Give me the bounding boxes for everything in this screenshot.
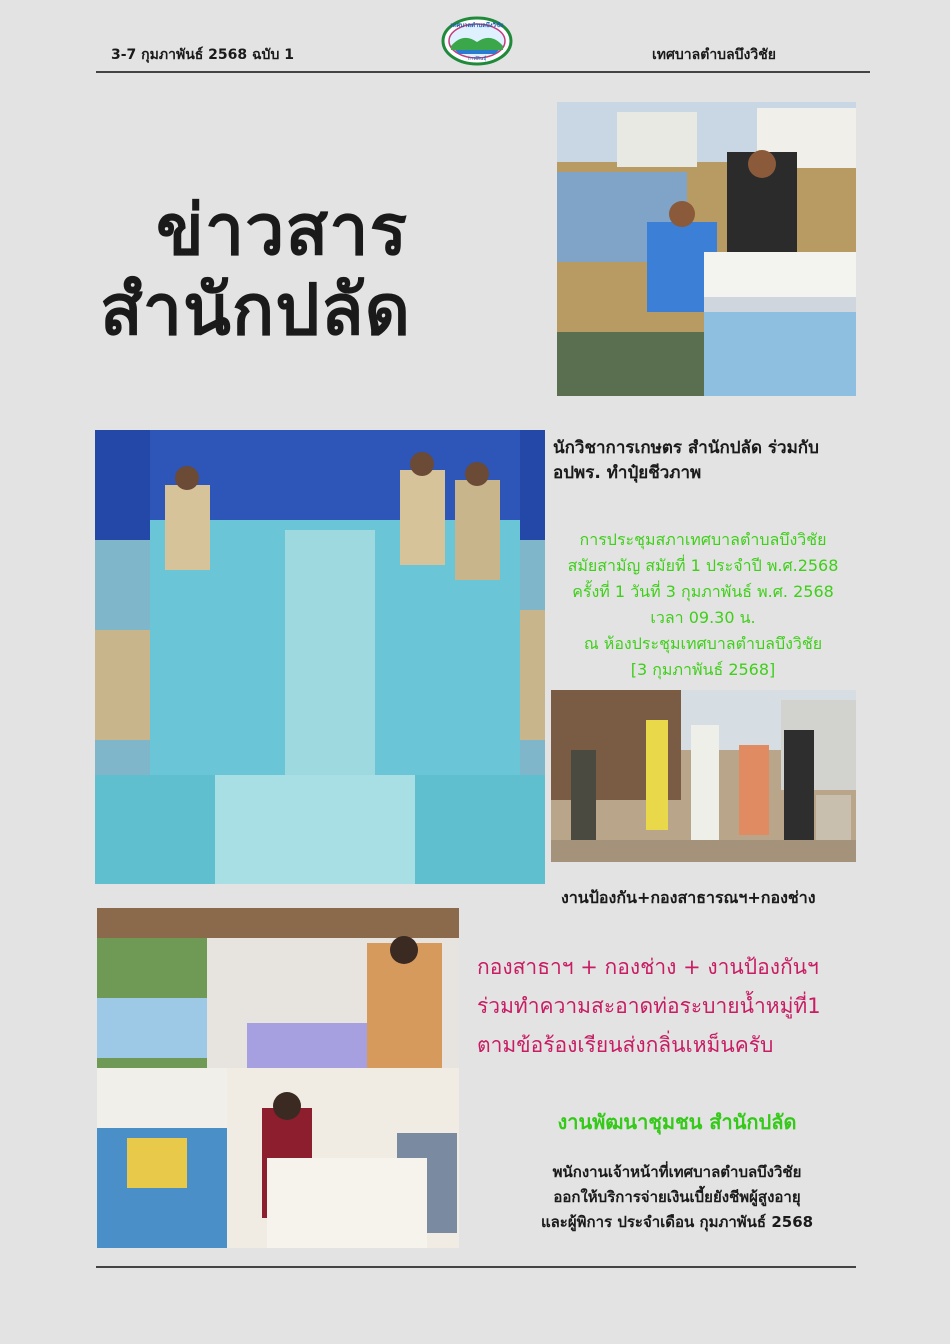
story1-caption: นักวิชาการเกษตร สำนักปลัด ร่วมกับ อปพร. ทำปุ๋ยชีวภาพ [553,438,819,483]
meeting-details [553,527,853,683]
page-title [100,190,520,350]
meeting-line: ครั้งที่ 1 วันที่ 3 กุมภาพันธ์ พ.ศ. 2568 [572,582,834,601]
header-divider [96,71,870,73]
story3-caption: งานป้องกัน+กองสาธารณฯ+กองช่าง [561,888,816,907]
story4-heading: งานพัฒนาชุมชน สำนักปลัด [557,1110,797,1134]
story4-line: และผู้พิการ ประจำเดือน กุมภาพันธ์ 2568 [540,1213,814,1231]
headline-line: ร่วมทำความสะอาดท่อระบายน้ำหมู่ที่1 [477,994,821,1018]
meeting-line: ณ ห้องประชุมเทศบาลตำบลบึงวิชัย [583,634,823,653]
compost-collage-photo [557,102,856,396]
headline-line: ตามข้อร้องเรียนส่งกลิ่นเหม็นครับ [477,1033,774,1057]
meeting-line: [3 กุมภาพันธ์ 2568] [630,660,776,679]
seal-subtext: กาฬสินธุ์ [467,56,487,62]
issue-date: 3-7 กุมภาพันธ์ 2568 ฉบับ 1 [111,47,294,63]
drain-cleaning-photo [551,690,856,862]
meeting-line: สมัยสามัญ สมัยที่ 1 ประจำปี พ.ศ.2568 [567,556,839,575]
seal-text: เทศบาลตำบลบึงวิชัย [450,22,504,29]
title-line-1: ข่าวสาร [156,189,409,271]
story3-headline [477,948,917,1065]
council-meeting-photo [95,430,545,884]
headline-line: กองสาธาฯ + กองช่าง + งานป้องกันฯ [477,955,819,979]
municipality-seal-icon [441,16,513,66]
meeting-line: การประชุมสภาเทศบาลตำบลบึงวิชัย [579,530,827,549]
title-line-2: สำนักปลัด [100,269,412,351]
footer-divider [96,1266,856,1268]
organization-name: เทศบาลตำบลบึงวิชัย [652,47,776,63]
meeting-line: เวลา 09.30 น. [650,608,756,627]
story4-text [477,1160,877,1235]
allowance-service-photo [97,908,459,1248]
story4-line: ออกให้บริการจ่ายเงินเบี้ยยังชีพผู้สูงอายุ [553,1188,801,1206]
story4-line: พนักงานเจ้าหน้าที่เทศบาลตำบลบึงวิชัย [552,1163,802,1181]
